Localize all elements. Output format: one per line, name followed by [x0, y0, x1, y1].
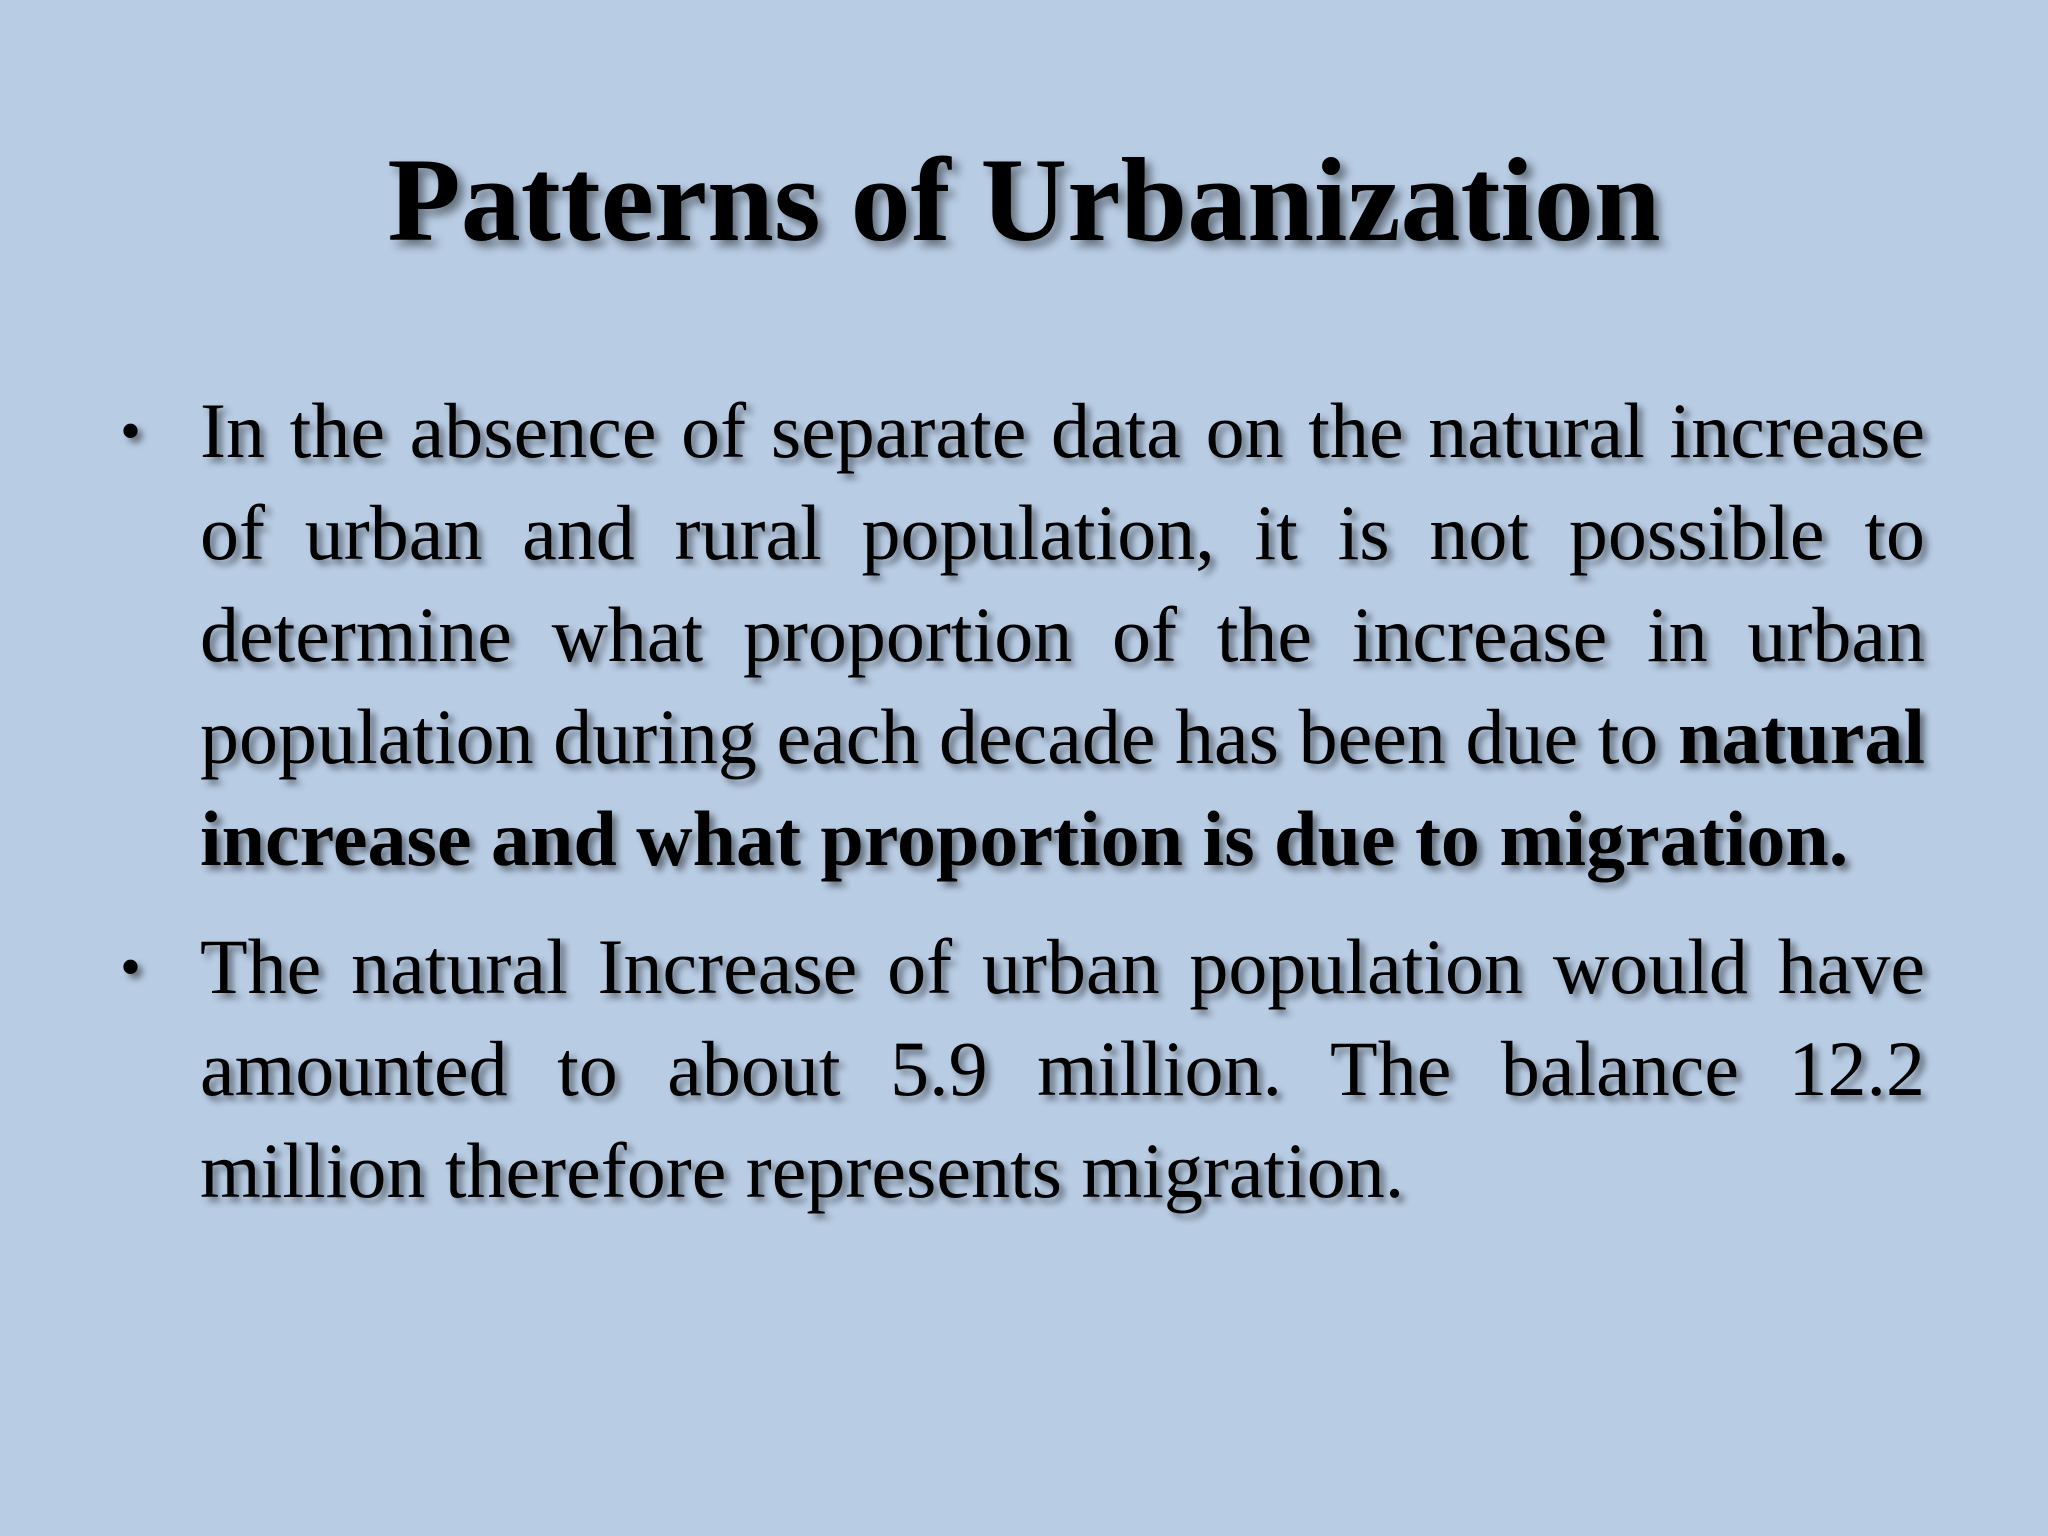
bullet-item — [120, 916, 1925, 1222]
bullet-text: In the absence of separate data on the natural increase of urban and rural population, it is not possible to determine what proportion of the increase in urban population during each decade has been due to — [200, 387, 1925, 780]
bullet-text: The natural Increase of urban population would have amounted to about 5.9 million. The balance 12.2 million therefore represents migration. — [200, 923, 1925, 1214]
bullet-bold-text: natural increase and what proportion is due to migration. — [200, 693, 1925, 882]
bullet-item — [120, 380, 1925, 890]
bullet-dot-icon: • — [120, 934, 142, 1000]
slide-title: Patterns of Urbanization — [387, 133, 1661, 266]
bullet-list — [0, 380, 2048, 1222]
bullet-dot-icon: • — [120, 398, 142, 464]
